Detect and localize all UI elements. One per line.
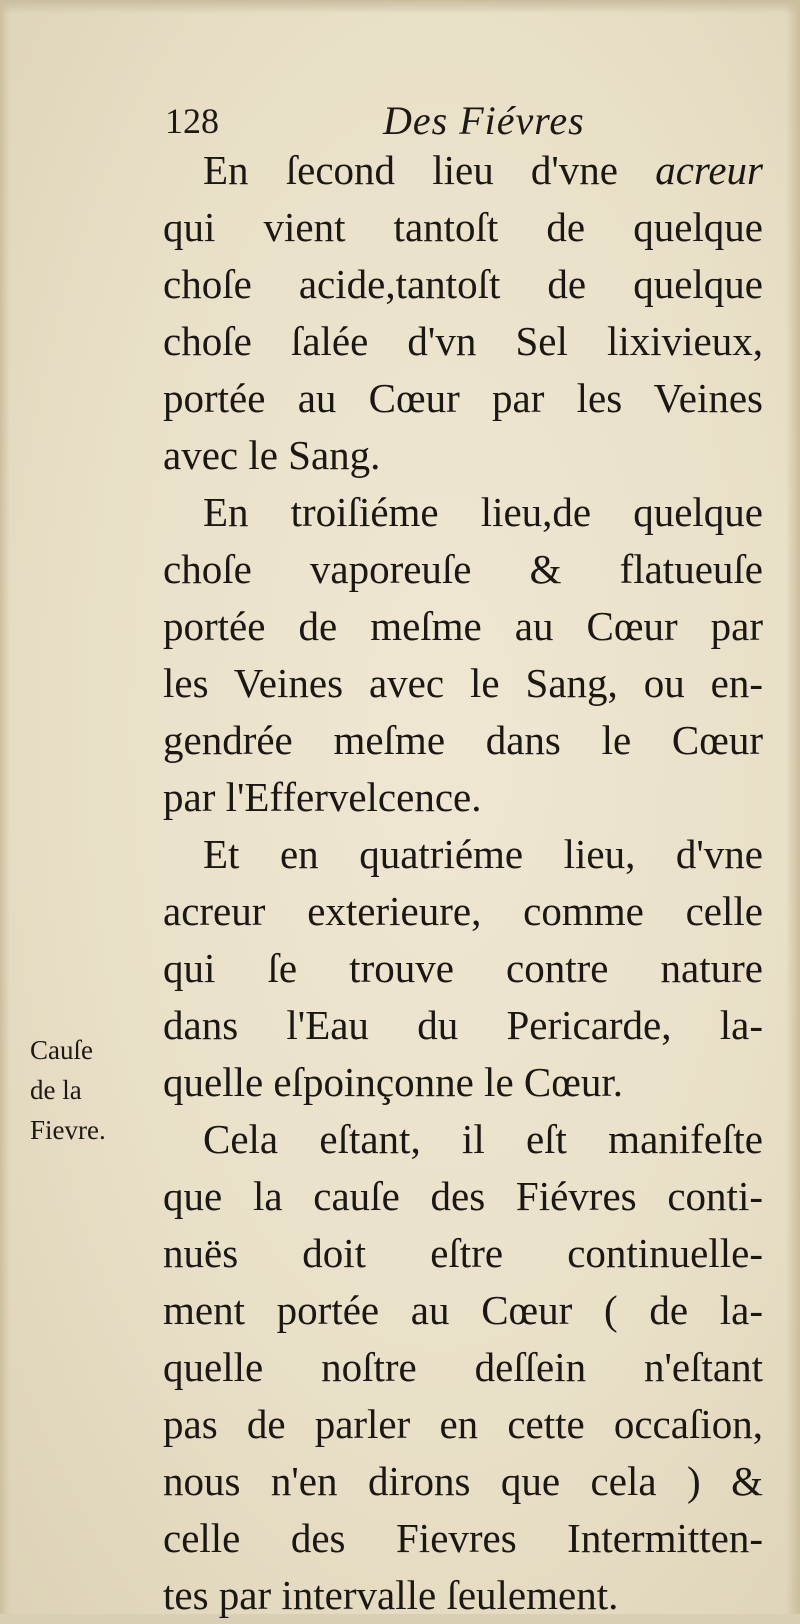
text-line: qui vient tantoſt de quelque [163, 204, 763, 250]
text-line: tes par intervalle ſeulement. [163, 1572, 619, 1618]
text-line: avec le Sang. [163, 432, 381, 478]
text-line: celle des Fievres Intermitten- [163, 1515, 763, 1561]
running-head: Des Fiévres [383, 98, 585, 143]
text-line: portée au Cœur par les Veines [163, 375, 763, 421]
text-line: dans l'Eau du Pericarde, la- [163, 1002, 763, 1048]
text-line: choſe vaporeuſe & flatueuſe [163, 546, 763, 592]
text-line: portée de meſme au Cœur par [163, 603, 763, 649]
body-text [163, 142, 763, 1624]
page-right-shadow [786, 0, 800, 1614]
text-line: acreur exterieure, comme celle [163, 888, 763, 934]
text-line: gendrée meſme dans le Cœur [163, 717, 763, 763]
text-line: pas de parler en cette occaſion, [163, 1401, 763, 1447]
text-line: qui ſe trouve contre nature [163, 945, 763, 991]
text-line: quelle eſpoinçonne le Cœur. [163, 1059, 623, 1105]
page-left-shadow [0, 0, 10, 1614]
page-number: 128 [165, 101, 219, 141]
margin-note-line: de la [30, 1075, 82, 1105]
page-header [165, 96, 765, 146]
text-line: ment portée au Cœur ( de la- [163, 1287, 763, 1333]
text-line: En ſecond lieu d'vne acreur [203, 147, 763, 193]
text-line: quelle noſtre deſſein n'eſtant [163, 1344, 763, 1390]
text-line: choſe ſalée d'vn Sel lixivieux, [163, 318, 763, 364]
margin-note-line: Cauſe [30, 1035, 93, 1065]
text-line: les Veines avec le Sang, ou en- [163, 660, 763, 706]
text-line: Cela eſtant, il eſt manifeſte [203, 1116, 763, 1162]
text-line: Et en quatriéme lieu, d'vne [203, 831, 763, 877]
text-line: En troiſiéme lieu,de quelque [203, 489, 763, 535]
italic-word: acreur [655, 147, 763, 193]
page-top-shadow [0, 0, 800, 14]
text-line: nuës doit eſtre continuelle- [163, 1230, 763, 1276]
text-line: que la cauſe des Fiévres conti- [163, 1173, 763, 1219]
text-line: choſe acide,tantoſt de quelque [163, 261, 763, 307]
text-line: nous n'en dirons que cela ) & [163, 1458, 763, 1504]
text-line: par l'Effervelcence. [163, 774, 482, 820]
margin-note-line: Fievre. [30, 1115, 106, 1145]
margin-note [30, 1030, 160, 1150]
